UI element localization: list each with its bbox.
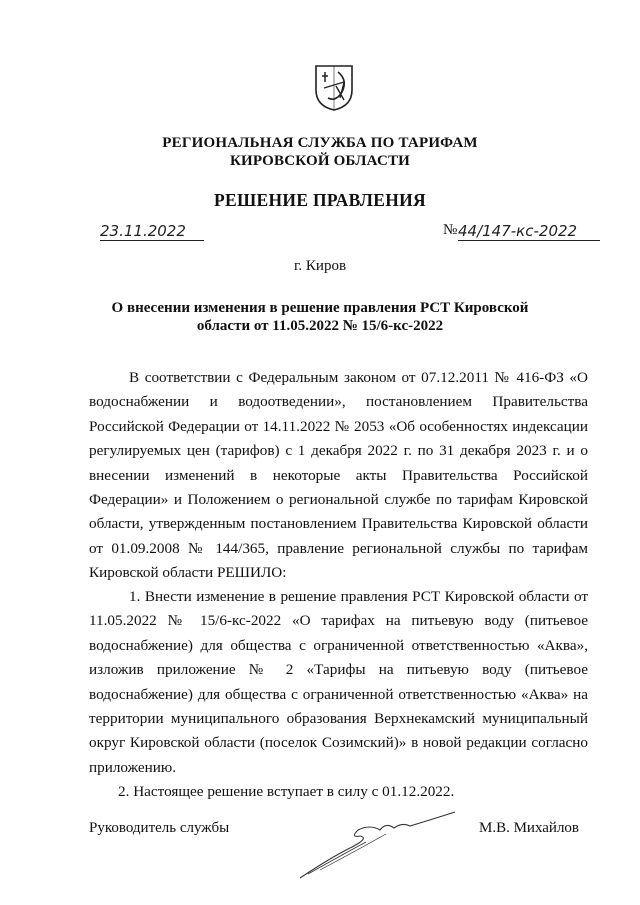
city: г. Киров — [293, 258, 347, 274]
handwritten-signature-icon — [290, 808, 460, 883]
subject-line2: области от 11.05.2022 № 15/6-кс-2022 — [196, 318, 444, 334]
document-date: 23.11.2022 — [100, 222, 204, 241]
signatory-name: М.В. Михайлов — [479, 820, 580, 836]
organization-name-line1: РЕГИОНАЛЬНАЯ СЛУЖБА ПО ТАРИФАМ — [162, 135, 478, 151]
number-label: № — [443, 222, 458, 238]
preamble-paragraph: В соответствии с Федеральным законом от 07.12.2011 № 416-ФЗ «О водоснабжении и водоотведении», постановлением Правительства Российской Федерации от 14.11.2022 № 2053 «Об особенностях индексации регулируемых цен (тарифов) с 1 декабря 2022 г. по 31 декабря 2023 г. и о внесении изменений в некоторые акты Правительства Российской Федерации» и Положением о региональной службе по тарифам Кировской области, утвержденным постановлением Правительства Кировской области от 01.09.2008 № 144/365, правление региональной службы по тарифам Кировской области РЕШИЛО: — [89, 369, 588, 582]
decision-item-2: 2. Настоящее решение вступает в силу с 01.12.2022. — [118, 783, 455, 800]
document-title: РЕШЕНИЕ ПРАВЛЕНИЯ — [214, 190, 426, 210]
signatory-position: Руководитель службы — [89, 820, 230, 836]
coat-of-arms-icon — [314, 62, 354, 112]
subject-line1: О внесении изменения в решение правления РСТ Кировской — [111, 300, 529, 316]
document-number: 44/147-кс-2022 — [458, 222, 600, 241]
decision-item-1: 1. Внести изменение в решение правления РСТ Кировской области от 11.05.2022 № 15/6-кс-2022 «О тарифах на питьевую воду (питьевое водоснабжение) для общества с ограниченной ответственностью «Аква», изложив приложение № 2 «Тарифы на питьевую воду (питьевое водоснабжение) для общества с ограниченной ответственностью «Аква» на территории муниципального образования Верхнекамский муниципальный округ Кировской области (поселок Созимский)» в новой редакции согласно приложению. — [89, 588, 588, 776]
organization-name-line2: КИРОВСКОЙ ОБЛАСТИ — [229, 153, 411, 169]
